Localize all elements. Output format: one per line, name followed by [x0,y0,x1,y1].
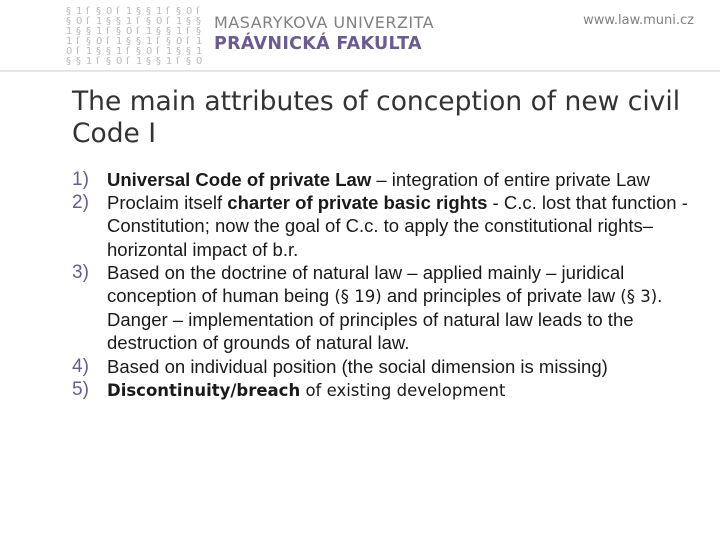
website-url[interactable]: www.law.muni.cz [583,13,694,28]
logo-glyph: § [186,46,191,57]
logo-glyph: 0 [156,16,163,27]
item-text: - C.c. lost that function - Constitution; now the goal of C.c. to apply the constitutional rights–horizontal impact of b.r. [107,192,688,260]
faculty-name: PRÁVNICKÁ FAKULTA [214,34,422,54]
section-reference: (§ 3). [620,287,663,307]
logo-glyph: ſ [136,16,140,27]
item-number: 3) [72,261,89,283]
logo-glyph: ſ [166,16,170,27]
logo-glyph: § [106,16,111,27]
logo-glyph: § [136,46,141,57]
item-text: Danger – implementation of principles of natural law leads to the destruction of grounds of natural law. [107,309,634,354]
logo-glyph: ſ [176,56,180,66]
logo-glyph: § [126,36,131,47]
logo-glyph: § [76,56,81,66]
logo-glyph: § [96,46,101,57]
item-emphasis: Universal Code of private Law [107,169,372,190]
item-number: 4) [72,355,89,377]
logo-glyph: § [86,26,91,37]
logo-glyph: 0 [76,16,83,27]
item-emphasis: Discontinuity/breach [107,380,301,400]
logo-glyph: 1 [66,36,73,47]
logo-glyph: 0 [146,46,153,57]
logo-glyph: § [146,6,151,17]
item-number: 2) [72,192,89,214]
logo-glyph: 1 [196,46,203,57]
header-divider [0,70,720,72]
logo-glyph: § [86,36,91,47]
logo-glyph: 1 [176,26,183,37]
logo-glyph: § [66,6,71,17]
list-item [72,378,712,402]
item-number: 1) [72,169,89,190]
logo-glyph: § [116,26,121,37]
logo-glyph: § [156,56,161,66]
logo-glyph: § [196,26,201,37]
logo-glyph: 1 [156,6,163,17]
logo-glyph: ſ [106,36,110,47]
logo-glyph: 1 [146,36,153,47]
logo-glyph: § [66,16,71,27]
logo-glyph: § [176,46,181,57]
logo-glyph: § [76,26,81,37]
logo-glyph: 0 [116,56,123,66]
logo-glyph: § [166,26,171,37]
logo-glyph: § [96,6,101,17]
logo-glyph: ſ [96,56,100,66]
item-text: Proclaim itself [107,192,228,214]
item-text: of existing development [300,380,506,400]
logo-glyph: § [106,56,111,66]
logo-glyph: § [116,16,121,27]
logo-glyph: ſ [156,36,160,47]
logo-glyph: 0 [186,6,193,17]
paragraph-sign-pattern-icon [64,4,204,66]
logo-glyph: § [166,36,171,47]
logo-glyph: § [146,16,151,27]
logo-glyph: 1 [76,6,83,17]
logo-glyph: ſ [116,6,120,17]
item-text: Based on individual position (the social dimension is missing) [107,355,608,377]
logo-glyph: § [186,56,191,66]
logo-glyph: 1 [66,26,73,37]
logo-glyph: 0 [196,56,203,66]
logo-glyph: § [186,16,191,27]
logo-glyph: ſ [126,46,130,57]
university-name: MASARYKOVA UNIVERZITA [214,13,435,32]
logo-glyph: 1 [126,16,133,27]
logo-glyph: ſ [76,46,80,57]
logo-glyph: ſ [126,56,130,66]
logo-glyph: 0 [66,46,73,57]
logo-glyph: 1 [116,46,123,57]
logo-glyph: ſ [186,36,190,47]
logo-glyph: ſ [196,6,200,17]
logo-glyph: § [136,36,141,47]
logo-glyph: 1 [166,46,173,57]
attributes-list [72,168,712,402]
logo-glyph: 1 [196,36,203,47]
logo-glyph: § [136,6,141,17]
list-item [72,191,712,261]
logo-glyph: 1 [86,56,93,66]
logo-glyph: § [146,56,151,66]
item-text: – integration of entire private Law [371,169,650,190]
logo-glyph: 0 [126,26,133,37]
logo-glyph: 1 [166,56,173,66]
logo-glyph: ſ [86,16,90,27]
logo-glyph: 0 [106,6,113,17]
item-number: 5) [72,378,89,400]
logo-glyph: 1 [136,56,143,66]
list-item [72,261,712,355]
list-item [72,355,712,378]
item-text: and principles of private law [381,285,621,307]
logo-glyph: ſ [156,46,160,57]
item-text: Based on the doctrine of natural law – applied mainly – juridical conception of human being [107,261,625,307]
logo-glyph: 0 [176,36,183,47]
logo-glyph: ſ [136,26,140,37]
slide-title: The main attributes of conception of new civil Code I [72,86,681,149]
logo-glyph: § [196,16,201,27]
logo-glyph: 1 [176,16,183,27]
list-item [72,168,712,191]
logo-glyph: 1 [86,46,93,57]
logo-glyph: § [106,46,111,57]
logo-glyph: ſ [76,36,80,47]
item-emphasis: charter of private basic rights [227,192,488,214]
section-reference: (§ 19) [334,287,382,307]
logo-glyph: ſ [186,26,190,37]
logo-glyph: 1 [96,26,103,37]
logo-glyph: § [66,56,71,66]
logo-glyph: 1 [126,6,133,17]
logo-glyph: 1 [96,16,103,27]
logo-glyph: § [176,6,181,17]
logo-glyph: § [156,26,161,37]
logo-glyph: ſ [86,6,90,17]
logo-glyph: ſ [106,26,110,37]
logo-glyph: 1 [146,26,153,37]
logo-glyph: ſ [166,6,170,17]
logo-glyph: 1 [116,36,123,47]
logo-glyph: 0 [96,36,103,47]
